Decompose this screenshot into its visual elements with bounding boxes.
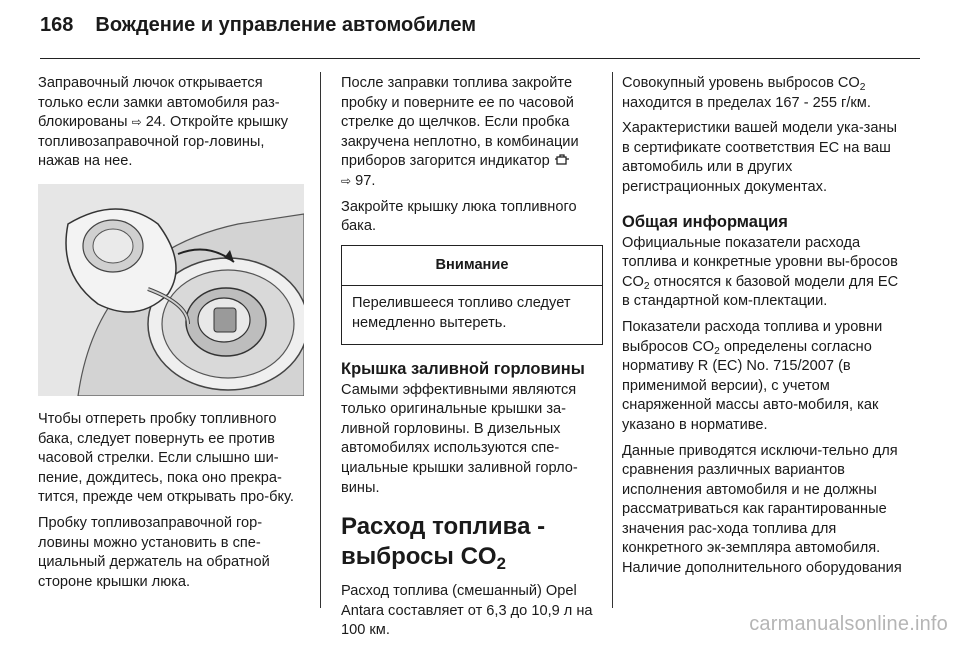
subheading: Общая информация (622, 212, 788, 231)
notice-title: Внимание (342, 246, 602, 287)
paragraph: Закройте крышку люка топливного бака. (341, 198, 577, 235)
column-3 (622, 74, 904, 585)
paragraph: Пробку топливозаправочной гор-ловины можно установить в спе-циальный держатель на обратной стороне крышки люка. (38, 514, 270, 590)
paragraph: Характеристики вашей модели ука-заны в сертификате соответствия ЕС на ваш автомобиль или в других регистрационных документах. (622, 120, 898, 195)
paragraph: Чтобы отпереть пробку топливного бака, следует повернуть ее против часовой стрелки. Если слышно ши-пение, дождитесь, пока оно прекра-тится, прежде чем открывать про-бку. (38, 410, 294, 506)
paragraph: Показатели расхода топлива и уровни выбросов $CO_2$ определены согласно нормативу R (EC) No. 715/2007 (в применимой версии), с учетом снаряженной массы авто-мобиля, как указано в нормативе. (622, 318, 883, 433)
column-divider-2 (612, 72, 613, 608)
cross-reference-arrow-icon: ⇨ (341, 173, 352, 188)
column-1 (38, 74, 304, 598)
fuel-filler-drawing (38, 184, 304, 396)
paragraph: Расход топлива (смешанный) Opel Antara составляет от 6,3 до 10,9 л на 100 км. (341, 583, 593, 639)
fuel-filler-illustration (38, 184, 304, 396)
watermark: carmanualsonline.info (749, 613, 948, 635)
cross-reference-arrow-icon: ⇨ (131, 115, 142, 130)
subheading: Крышка заливной горловины (341, 359, 585, 378)
page-header (40, 14, 920, 46)
notice-body: Перелившееся топливо следует немедленно вытереть. (352, 295, 571, 331)
warning-notice (341, 245, 603, 345)
section-title: Расход топлива - выбросы $CO_2$ (341, 513, 546, 574)
column-2 (341, 74, 603, 647)
paragraph: Заправочный лючок открывается только если замки автомобиля раз-блокированы ⇨ 24. Откройте крышку топливозаправочной гор-ловины, нажав на нее. (38, 75, 289, 170)
page-heading: Вождение и управление автомобилем (95, 14, 476, 36)
check-engine-icon (554, 153, 570, 165)
paragraph: Официальные показатели расхода топлива и конкретные уровни вы-бросов $CO_2$ относятся к базовой модели для ЕС в стандартной ком-плектации. (622, 234, 899, 310)
paragraph: Совокупный уровень выбросов $CO_2$ находится в пределах 167 - 255 г/км. (622, 75, 871, 111)
page-number: 168 (40, 14, 74, 36)
paragraph: После заправки топлива закройте пробку и поверните ее по часовой стрелке до щелчков. Если пробка закручена неплотно, в комбинации приборов загорится индикатор ⇨ 97. (341, 75, 579, 189)
paragraph: Самыми эффективными являются только оригинальные крышки за-ливной горловины. В дизельных автомобилях используются спе-циальные крышки заливной горло-вины. (341, 381, 578, 496)
paragraph: Данные приводятся исключи-тельно для сравнения различных вариантов исполнения автомобиля и не должны рассматриваться как гарантированные значения рас-хода топлива для конкретного эк-земпляра автомобиля. Наличие дополнительного оборудования (622, 442, 902, 577)
column-divider-1 (320, 72, 321, 608)
header-divider (40, 58, 920, 59)
